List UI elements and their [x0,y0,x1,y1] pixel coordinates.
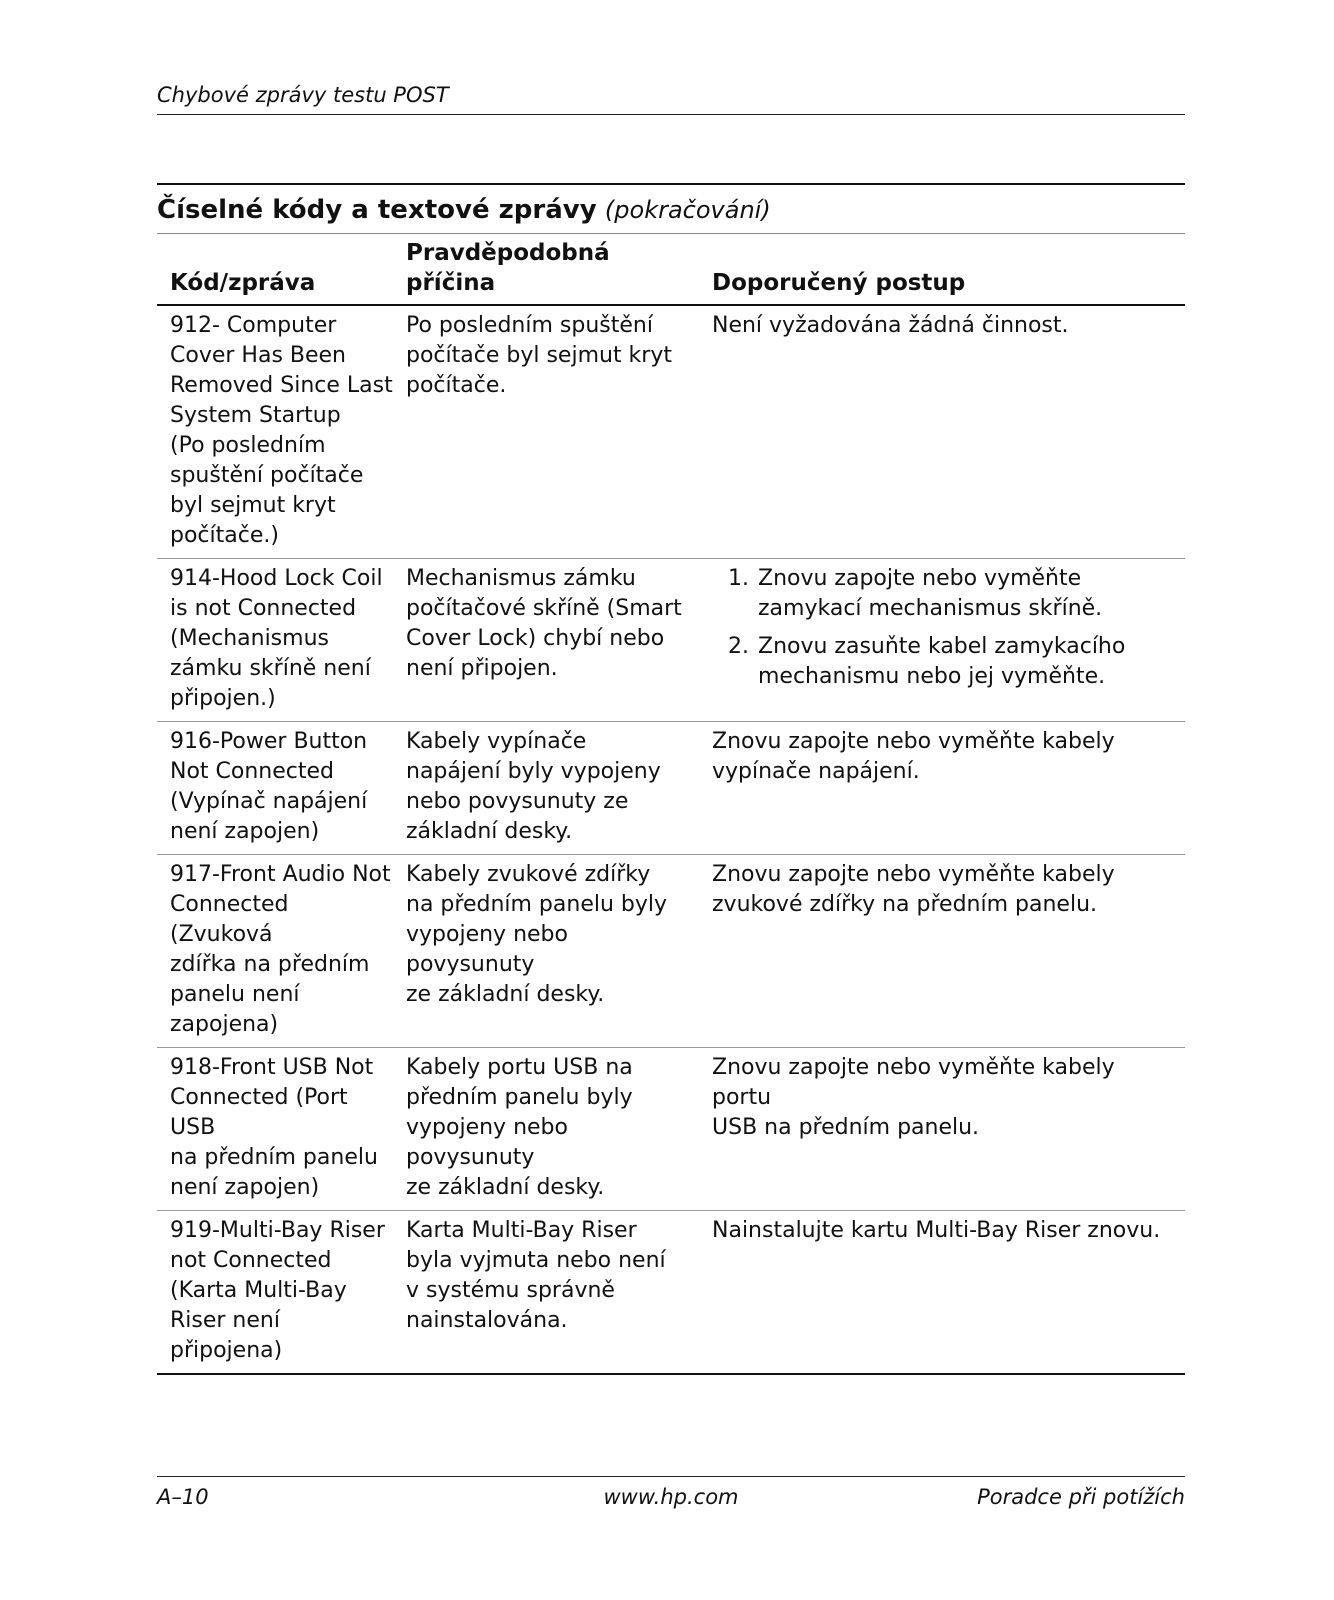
code-cell: 919-Multi-Bay Riser not Connected (Karta Multi-Bay Riser není připojena) [170,1218,385,1363]
code-cell: 912- Computer Cover Has Been Removed Since Last System Startup (Po posledním spuštění počítače byl sejmut kryt počítače.) [157,305,400,559]
table-title-continuation: (pokračování) [604,196,771,224]
cause-cell: Kabely vypínače napájení byly vypojeny nebo povysunuty ze základní desky. [400,722,700,855]
action-cell: Nainstalujte kartu Multi-Bay Riser znovu. [712,1218,1161,1243]
table-row [157,1211,1185,1375]
action-cell: Není vyžadována žádná činnost. [700,305,1185,559]
table-row [157,1048,1185,1211]
action-cell: Znovu zapojte nebo vyměňte kabely vypínače napájení. [700,722,1185,855]
cause-cell: Kabely zvukové zdířky na předním panelu byly vypojeny nebo povysunuty ze základní desky. [400,855,700,1048]
table-title-block [157,183,1185,229]
table-title-main: Číselné kódy a textové zprávy [157,195,597,225]
column-header-action: Doporučený postup [700,234,1185,306]
code-cell: 914-Hood Lock Coil is not Connected (Mechanismus zámku skříně není připojen.) [157,559,400,722]
footer-website: www.hp.com [603,1485,739,1509]
footer-document-title: Poradce při potížích [977,1485,1185,1509]
code-cell: 916-Power Button Not Connected (Vypínač napájení není zapojen) [157,722,400,855]
action-step: 1. Znovu zapojte nebo vyměňte zamykací mechanismus skříně. [756,564,1179,624]
code-cell: 917-Front Audio Not Connected (Zvuková zdířka na předním panelu není zapojena) [157,855,400,1048]
page-number: A–10 [157,1485,209,1509]
page-footer [157,1476,1185,1517]
cause-cell: Po posledním spuštění počítače byl sejmut kryt počítače. [400,305,700,559]
table-header-row [157,234,1185,306]
table-title [157,193,1185,229]
column-header-cause: Pravděpodobná příčina [400,234,700,306]
cause-cell: Kabely portu USB na předním panelu byly vypojeny nebo povysunuty ze základní desky. [400,1048,700,1211]
table-row [157,305,1185,559]
cause-cell: Karta Multi-Bay Riser byla vyjmuta nebo není v systému správně nainstalována. [406,1218,666,1333]
running-header [157,82,1185,115]
cause-cell: Mechanismus zámku počítačové skříně (Smart Cover Lock) chybí nebo není připojen. [400,559,700,722]
action-steps-list [712,564,1179,692]
table-row [157,559,1185,722]
action-step: 2. Znovu zasuňte kabel zamykacího mechanismu nebo jej vyměňte. [756,632,1179,692]
table-row [157,722,1185,855]
error-codes-table [157,233,1185,1375]
action-cell: Znovu zapojte nebo vyměňte kabely portu USB na předním panelu. [700,1048,1185,1211]
table-row [157,855,1185,1048]
running-header-title: Chybové zprávy testu POST [157,83,449,107]
column-header-code: Kód/zpráva [157,234,400,306]
code-cell: 918-Front USB Not Connected (Port USB na předním panelu není zapojen) [157,1048,400,1211]
action-cell: Znovu zapojte nebo vyměňte kabely zvukové zdířky na předním panelu. [700,855,1185,1048]
action-cell [700,559,1185,722]
